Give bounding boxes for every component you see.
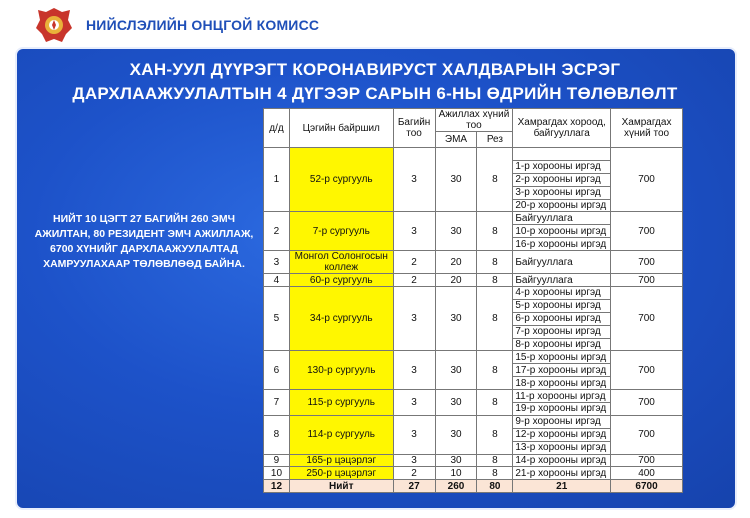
area-cell: 4-р хорооны иргэд	[513, 287, 611, 300]
teams-cell: 3	[393, 415, 435, 454]
location-cell: 250-р цэцэрлэг	[289, 467, 393, 480]
area-cell: 20-р хорооны иргэд	[513, 199, 611, 212]
ema-cell: 30	[435, 454, 477, 467]
area-cell: 18-р хорооны иргэд	[513, 377, 611, 390]
table-row	[264, 251, 683, 274]
header-location: Цэгийн байршил	[289, 109, 393, 148]
header-staff: Ажиллах хүний тоо	[435, 109, 513, 132]
row-number: 8	[264, 415, 290, 454]
location-cell: 60-р сургууль	[289, 274, 393, 287]
header-people: Хамрагдах хүний тоо	[611, 109, 683, 148]
area-cell: 5-р хорооны иргэд	[513, 299, 611, 312]
rez-cell: 8	[477, 274, 513, 287]
table-row	[264, 274, 683, 287]
people-cell: 700	[611, 251, 683, 274]
people-cell: 700	[611, 454, 683, 467]
people-cell: 700	[611, 274, 683, 287]
header-rez: Рез	[477, 132, 513, 148]
people-cell: 700	[611, 415, 683, 454]
teams-cell: 2	[393, 274, 435, 287]
row-number: 2	[264, 212, 290, 251]
area-cell: 2-р хорооны иргэд	[513, 173, 611, 186]
emblem-icon	[32, 6, 76, 44]
people-cell: 700	[611, 351, 683, 390]
area-cell: 13-р хорооны иргэд	[513, 441, 611, 454]
teams-cell: 3	[393, 454, 435, 467]
header-area: Хамрагдах хороод, байгууллага	[513, 109, 611, 148]
location-cell: Монгол Солонгосын коллеж	[289, 251, 393, 274]
area-cell: 7-р хорооны иргэд	[513, 325, 611, 338]
location-cell: 130-р сургууль	[289, 351, 393, 390]
table-row	[264, 287, 683, 300]
rez-cell: 8	[477, 212, 513, 251]
location-cell: 115-р сургууль	[289, 390, 393, 416]
area-cell: 9-р хорооны иргэд	[513, 415, 611, 428]
people-cell: 700	[611, 390, 683, 416]
area-cell: Байгууллага	[513, 274, 611, 287]
location-cell: 7-р сургууль	[289, 212, 393, 251]
ema-cell: 20	[435, 251, 477, 274]
area-cell: 16-р хорооны иргэд	[513, 238, 611, 251]
vaccination-plan-table	[263, 108, 683, 493]
area-cell: 11-р хорооны иргэд	[513, 390, 611, 403]
rez-cell: 8	[477, 148, 513, 212]
header-ema: ЭМА	[435, 132, 477, 148]
total-number: 12	[264, 480, 290, 493]
ema-cell: 30	[435, 390, 477, 416]
table-body	[264, 148, 683, 493]
people-cell: 700	[611, 212, 683, 251]
area-cell: 19-р хорооны иргэд	[513, 403, 611, 416]
people-cell: 700	[611, 148, 683, 212]
area-cell: Байгууллага	[513, 212, 611, 225]
rez-cell: 8	[477, 454, 513, 467]
teams-cell: 2	[393, 251, 435, 274]
total-row	[264, 480, 683, 493]
header-teams: Багийн тоо	[393, 109, 435, 148]
table-row	[264, 351, 683, 364]
people-cell: 400	[611, 467, 683, 480]
area-cell: 21-р хорооны иргэд	[513, 467, 611, 480]
area-cell: 1-р хорооны иргэд	[513, 160, 611, 173]
teams-cell: 3	[393, 351, 435, 390]
area-cell: Байгууллага	[513, 251, 611, 274]
row-number: 6	[264, 351, 290, 390]
total-areas: 21	[513, 480, 611, 493]
total-rez: 80	[477, 480, 513, 493]
area-cell: 10-р хорооны иргэд	[513, 225, 611, 238]
area-cell: 12-р хорооны иргэд	[513, 428, 611, 441]
rez-cell: 8	[477, 287, 513, 351]
row-number: 1	[264, 148, 290, 212]
header-num: д/д	[264, 109, 290, 148]
teams-cell: 3	[393, 148, 435, 212]
teams-cell: 3	[393, 212, 435, 251]
location-cell: 165-р цэцэрлэг	[289, 454, 393, 467]
rez-cell: 8	[477, 467, 513, 480]
row-number: 5	[264, 287, 290, 351]
teams-cell: 2	[393, 467, 435, 480]
row-number: 3	[264, 251, 290, 274]
ema-cell: 30	[435, 212, 477, 251]
location-cell: 52-р сургууль	[289, 148, 393, 212]
ema-cell: 30	[435, 351, 477, 390]
teams-cell: 3	[393, 287, 435, 351]
total-ema: 260	[435, 480, 477, 493]
ema-cell: 30	[435, 148, 477, 212]
main-title-line2: ДАРХЛААЖУУЛАЛТЫН 4 ДҮГЭЭР САРЫН 6-НЫ ӨДРИЙН ТӨЛӨВЛӨЛТ	[72, 84, 678, 103]
people-cell: 700	[611, 287, 683, 351]
ema-cell: 20	[435, 274, 477, 287]
ema-cell: 30	[435, 415, 477, 454]
rez-cell: 8	[477, 390, 513, 416]
ema-cell: 10	[435, 467, 477, 480]
table-row	[264, 390, 683, 403]
location-cell: 114-р сургууль	[289, 415, 393, 454]
area-cell: 6-р хорооны иргэд	[513, 312, 611, 325]
area-cell: 8-р хорооны иргэд	[513, 338, 611, 351]
table-row	[264, 467, 683, 480]
table-row	[264, 148, 683, 161]
rez-cell: 8	[477, 415, 513, 454]
main-title-line1: ХАН-УУЛ ДҮҮРЭГТ КОРОНАВИРУСТ ХАЛДВАРЫН ЭСРЭГ	[129, 60, 621, 79]
summary-text: НИЙТ 10 ЦЭГТ 27 БАГИЙН 260 ЭМЧ АЖИЛТАН, 80 РЕЗИДЕНТ ЭМЧ АЖИЛЛАЖ, 6700 ХҮНИЙГ ДАРХЛААЖУУЛАЛТАД ХАМРУУЛАХААР ТӨЛӨВЛӨӨД БАЙНА.	[34, 213, 254, 270]
table-row	[264, 415, 683, 428]
teams-cell: 3	[393, 390, 435, 416]
total-teams: 27	[393, 480, 435, 493]
page-header	[0, 0, 750, 46]
rez-cell: 8	[477, 351, 513, 390]
area-cell: 14-р хорооны иргэд	[513, 454, 611, 467]
row-number: 7	[264, 390, 290, 416]
area-cell	[513, 148, 611, 161]
location-cell: 34-р сургууль	[289, 287, 393, 351]
org-title: НИЙСЛЭЛИЙН ОНЦГОЙ КОМИСС	[86, 17, 320, 33]
row-number: 9	[264, 454, 290, 467]
area-cell: 15-р хорооны иргэд	[513, 351, 611, 364]
ema-cell: 30	[435, 287, 477, 351]
total-label: Нийт	[289, 480, 393, 493]
table-row	[264, 454, 683, 467]
row-number: 4	[264, 274, 290, 287]
area-cell: 17-р хорооны иргэд	[513, 364, 611, 377]
row-number: 10	[264, 467, 290, 480]
rez-cell: 8	[477, 251, 513, 274]
table-row	[264, 212, 683, 225]
total-people: 6700	[611, 480, 683, 493]
area-cell: 3-р хорооны иргэд	[513, 186, 611, 199]
